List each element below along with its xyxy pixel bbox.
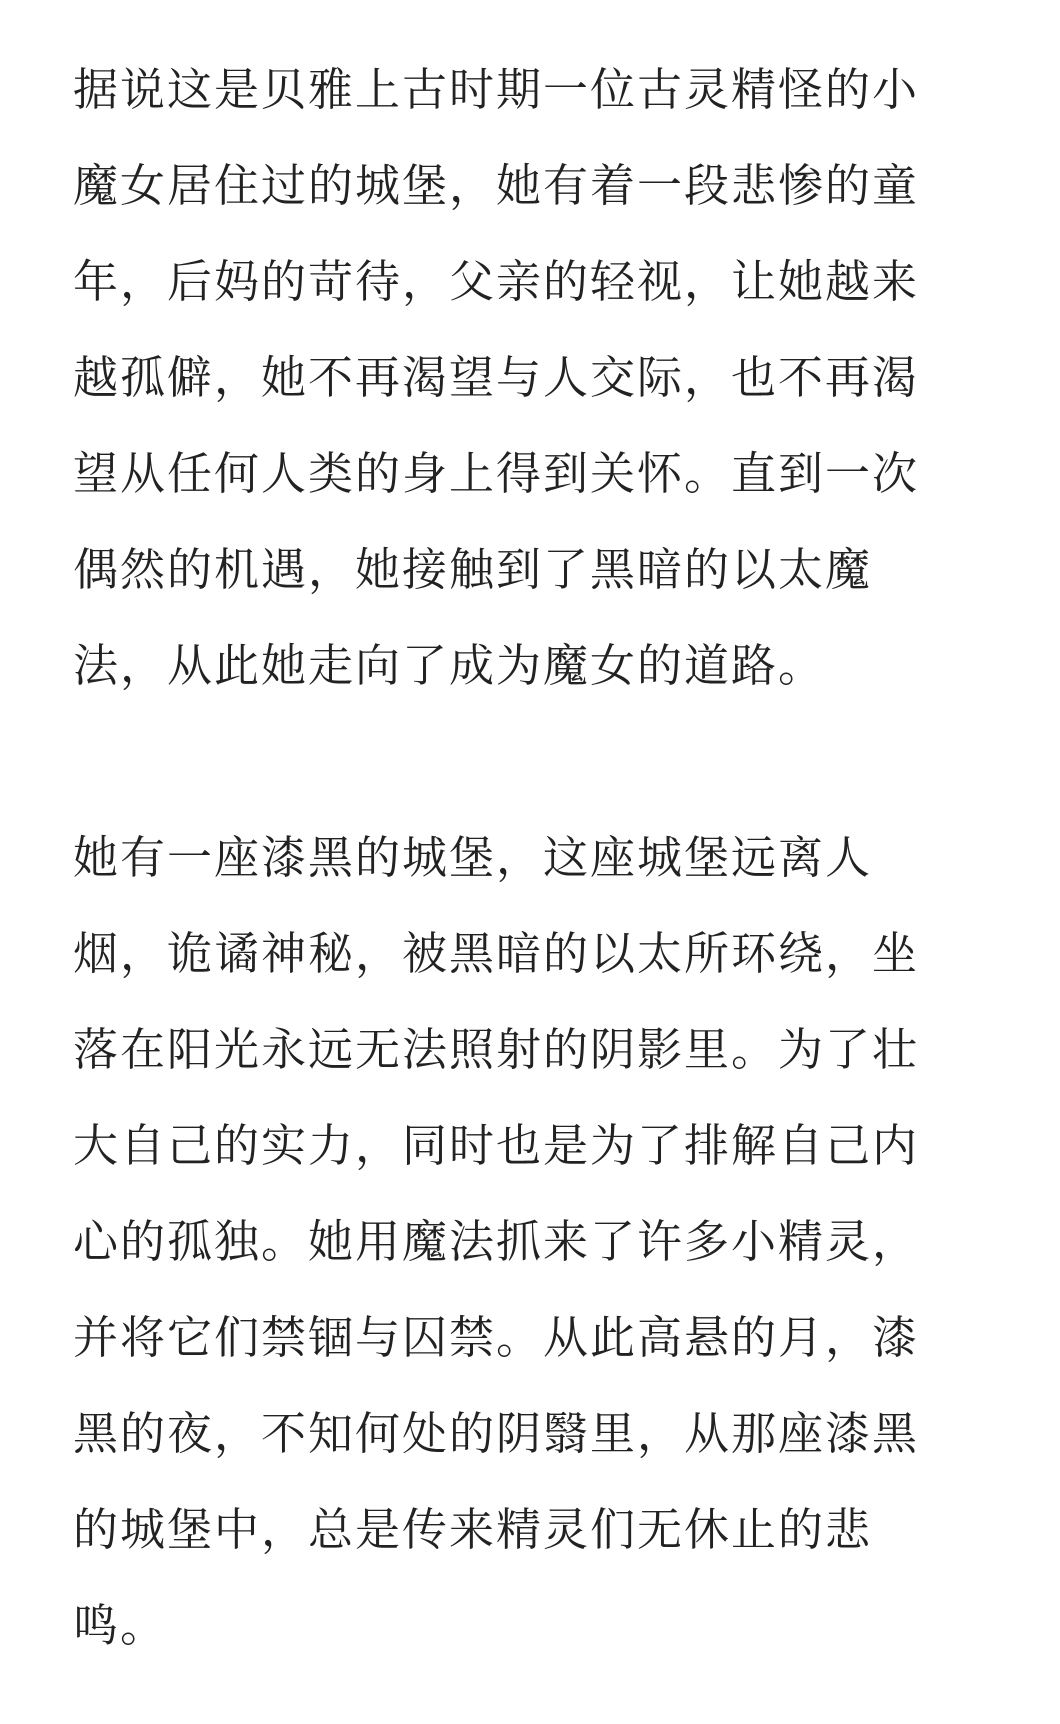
- text-line: 鸣。: [73, 1599, 168, 1652]
- text-line: 魔女居住过的城堡，她有着一段悲惨的童: [73, 159, 920, 212]
- text-line: 烟，诡谲神秘，被黑暗的以太所环绕，坐: [73, 927, 920, 980]
- paragraph-1: [73, 42, 993, 714]
- text-line: 越孤僻，她不再渴望与人交际，也不再渴: [73, 351, 920, 404]
- text-line: 年，后妈的苛待，父亲的轻视，让她越来: [73, 255, 920, 308]
- text-line: 法，从此她走向了成为魔女的道路。: [73, 639, 826, 692]
- text-line: 望从任何人类的身上得到关怀。直到一次: [73, 447, 920, 500]
- text-line: 的城堡中，总是传来精灵们无休止的悲: [73, 1503, 873, 1556]
- text-line: 偶然的机遇，她接触到了黑暗的以太魔: [73, 543, 873, 596]
- article-body: [73, 42, 993, 1674]
- text-line: 落在阳光永远无法照射的阴影里。为了壮: [73, 1023, 920, 1076]
- text-line: 大自己的实力，同时也是为了排解自己内: [73, 1119, 920, 1172]
- text-line: 她有一座漆黑的城堡，这座城堡远离人: [73, 831, 873, 884]
- text-line: 黑的夜，不知何处的阴翳里，从那座漆黑: [73, 1407, 920, 1460]
- text-line: 心的孤独。她用魔法抓来了许多小精灵，: [73, 1215, 920, 1268]
- text-line: 并将它们禁锢与囚禁。从此高悬的月，漆: [73, 1311, 920, 1364]
- text-line: 据说这是贝雅上古时期一位古灵精怪的小: [73, 63, 920, 116]
- paragraph-2: [73, 810, 993, 1674]
